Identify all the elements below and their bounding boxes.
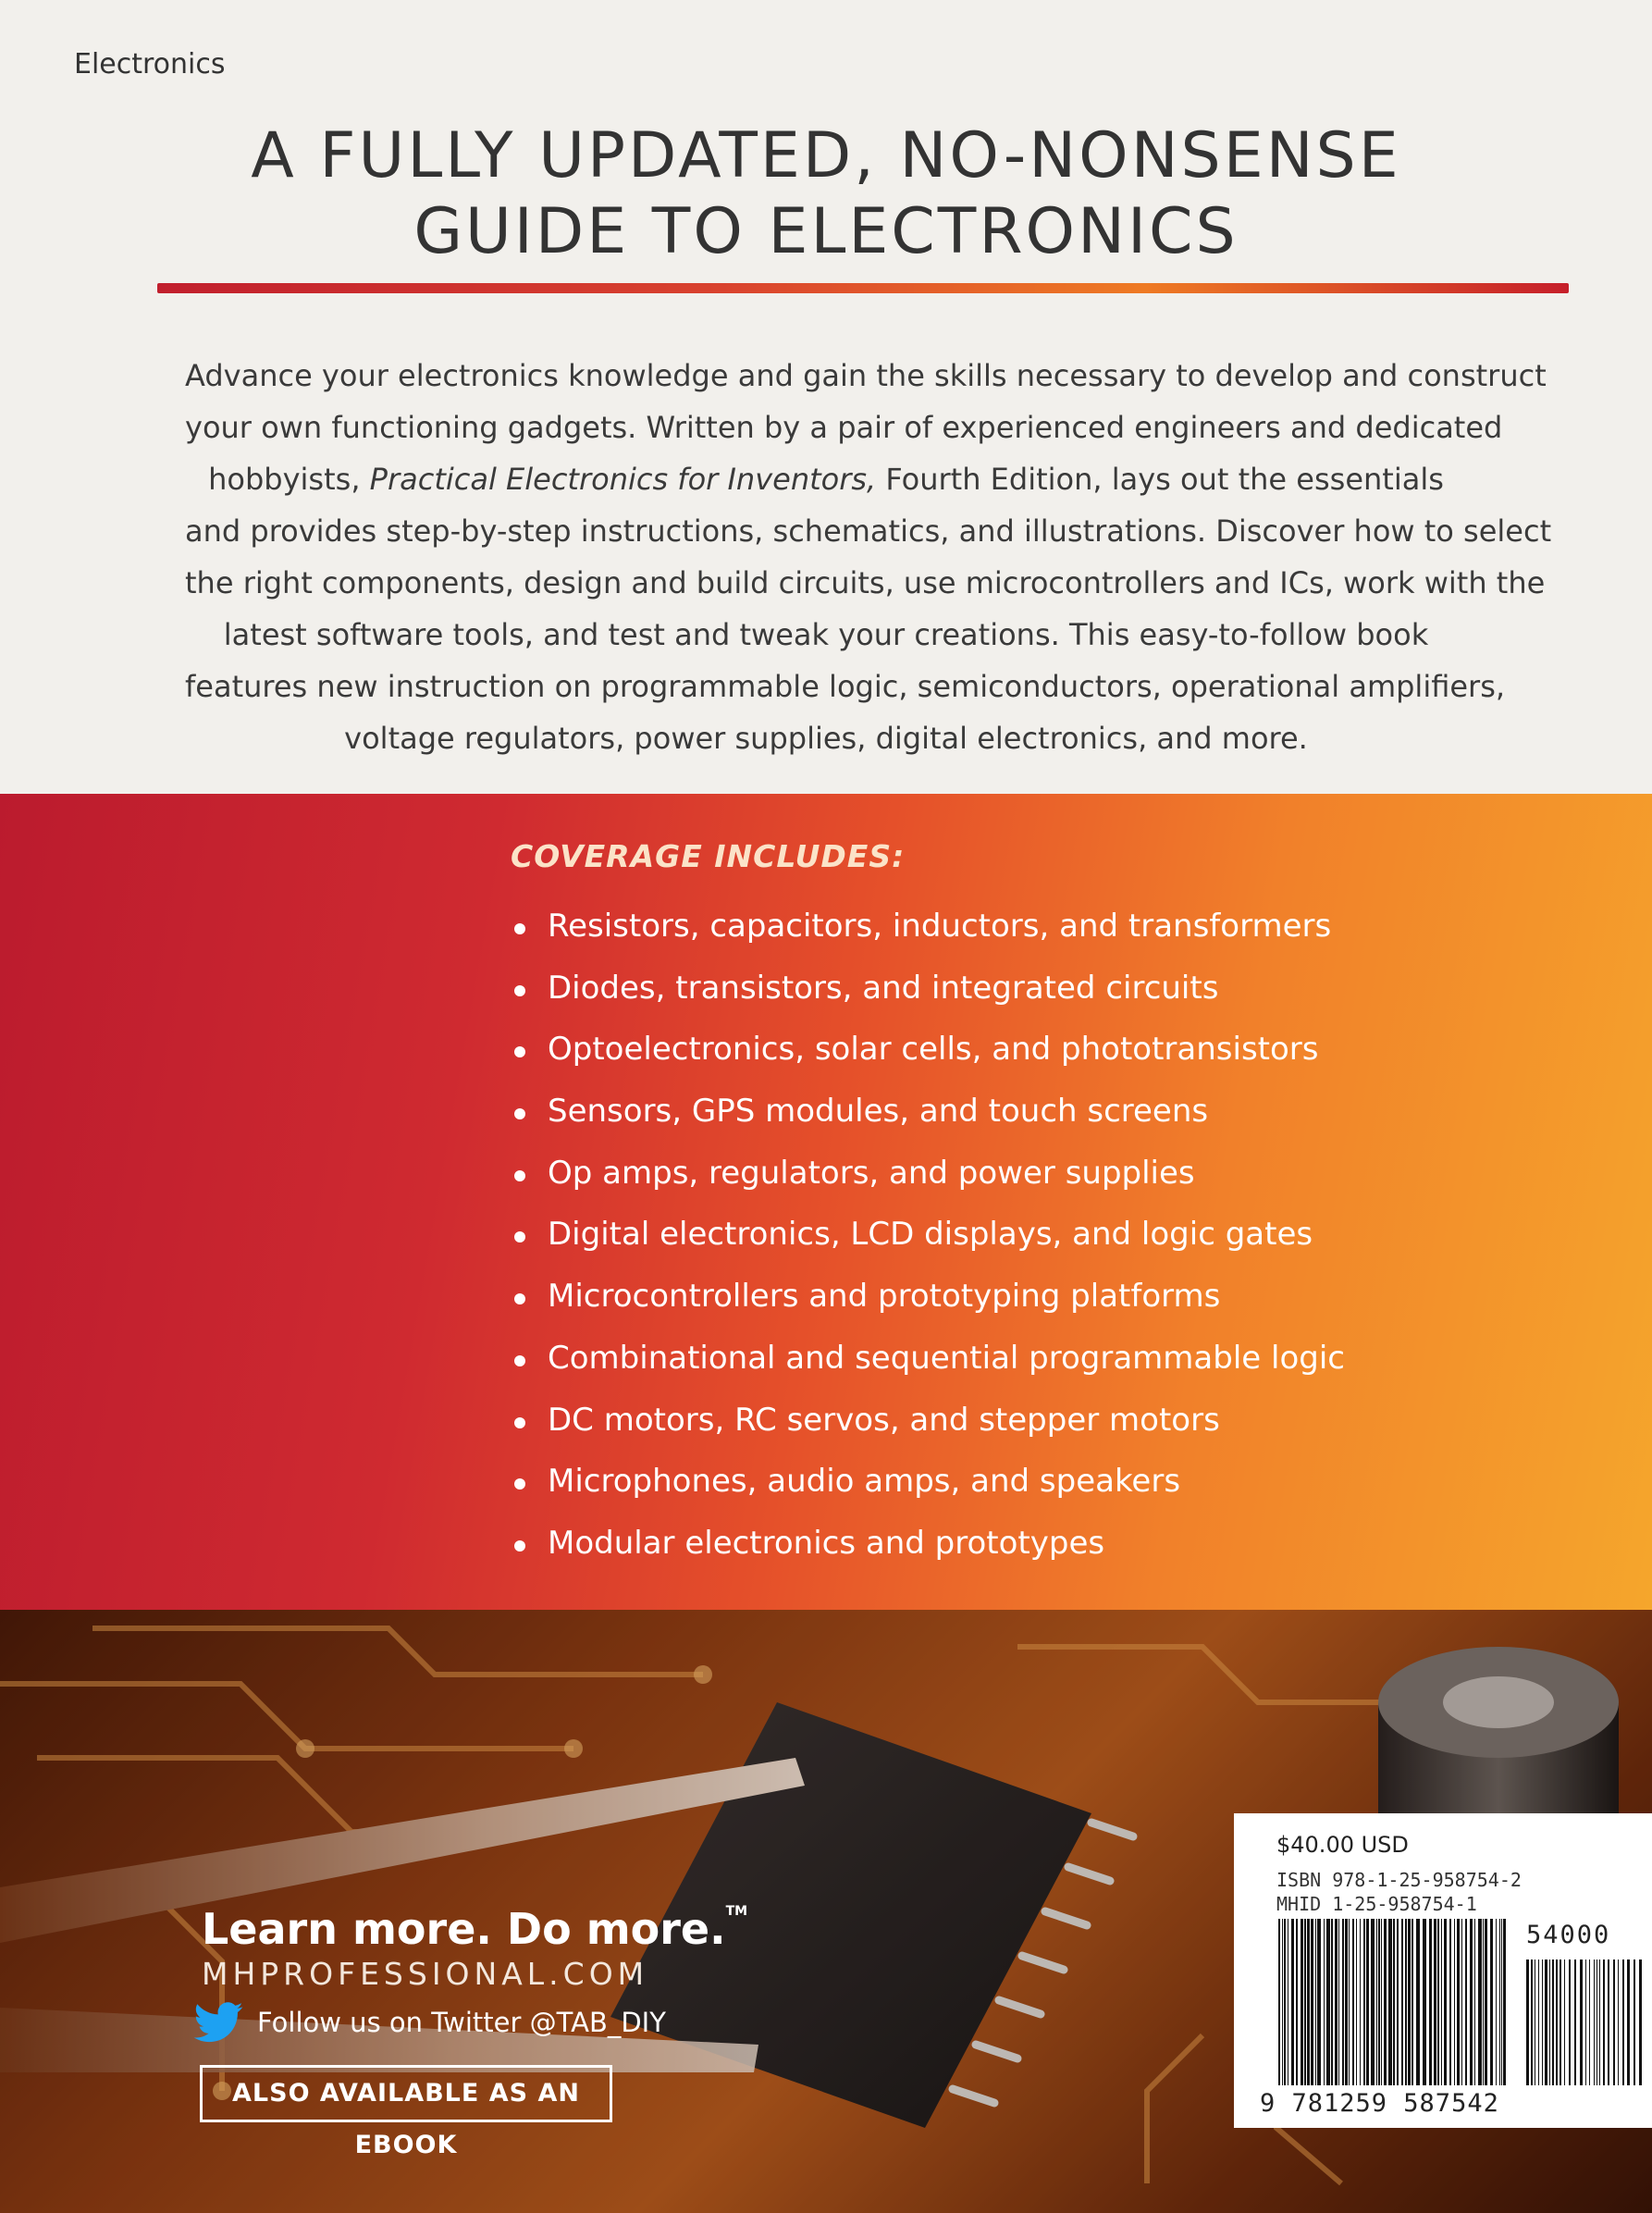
- coverage-title: COVERAGE INCLUDES:: [511, 838, 906, 874]
- barcode-bar: [1338, 1919, 1339, 2085]
- coverage-item: [511, 1513, 1345, 1575]
- coverage-item-text: Diodes, transistors, and integrated circuits: [548, 969, 1219, 1007]
- barcode-addon-bar: [1538, 1960, 1539, 2085]
- category-label: Electronics: [74, 48, 226, 80]
- addon-code: 54000: [1526, 1921, 1611, 1949]
- coverage-item: [511, 896, 1345, 958]
- barcode-bar: [1449, 1919, 1451, 2085]
- coverage-item: [511, 1143, 1345, 1205]
- barcode-bar: [1457, 1919, 1460, 2085]
- barcode-addon-bar: [1634, 1960, 1635, 2085]
- barcode-bar: [1307, 1919, 1310, 2085]
- headline-line-2: GUIDE TO ELECTRONICS: [413, 195, 1239, 268]
- price: $40.00 USD: [1276, 1832, 1409, 1858]
- barcode-addon-bar: [1603, 1960, 1605, 2085]
- learn-more-tagline: [202, 1904, 747, 1954]
- barcode-bar: [1378, 1919, 1380, 2085]
- barcode-addon-bar: [1545, 1960, 1547, 2085]
- coverage-item: [511, 1081, 1345, 1143]
- barcode-bar: [1408, 1919, 1411, 2085]
- barcode-bar: [1434, 1919, 1436, 2085]
- barcode-addon-bar: [1580, 1960, 1583, 2085]
- barcode-addon-bar: [1549, 1960, 1550, 2085]
- barcode-bar: [1363, 1919, 1365, 2085]
- coverage-item-text: Microcontrollers and prototyping platforms: [548, 1278, 1221, 1316]
- coverage-item: [511, 1390, 1345, 1452]
- description-line: and provides step-by-step instructions, schematics, and illustrations. Discover how to select: [185, 513, 1552, 549]
- barcode-bar: [1326, 1919, 1330, 2085]
- bullet-icon: [514, 1417, 525, 1428]
- barcode-addon-bar: [1594, 1960, 1595, 2085]
- barcode-addon-bar: [1556, 1960, 1558, 2085]
- barcode-bar: [1352, 1919, 1354, 2085]
- coverage-item: [511, 1204, 1345, 1266]
- headline-line-1: A FULLY UPDATED, NO-NONSENSE: [251, 119, 1401, 192]
- barcode-addon-bar: [1613, 1960, 1615, 2085]
- barcode-bar: [1388, 1919, 1392, 2085]
- twitter-text: Follow us on Twitter @TAB_DIY: [257, 2007, 666, 2038]
- barcode-addon-bar: [1599, 1960, 1600, 2085]
- coverage-list: [511, 896, 1345, 1575]
- headline: [0, 118, 1652, 270]
- barcode-bar: [1470, 1919, 1473, 2085]
- barcode-addon-bar: [1574, 1960, 1576, 2085]
- description-line: features new instruction on programmable logic, semiconductors, operational amplifiers,: [185, 669, 1506, 704]
- barcode-bar: [1501, 1919, 1502, 2085]
- description-text: hobbyists,: [208, 462, 370, 497]
- bullet-icon: [514, 1540, 525, 1552]
- barcode-bar: [1496, 1919, 1497, 2085]
- barcode-bar: [1335, 1919, 1338, 2085]
- bullet-icon: [514, 1170, 525, 1181]
- barcode-addon-bar: [1608, 1960, 1609, 2085]
- barcode-bar: [1490, 1919, 1493, 2085]
- barcode-bar: [1441, 1919, 1442, 2085]
- barcode-bar: [1371, 1919, 1375, 2085]
- barcode-bar: [1454, 1919, 1455, 2085]
- barcode-bar: [1465, 1919, 1467, 2085]
- barcode-bar: [1423, 1919, 1426, 2085]
- isbn: ISBN 978-1-25-958754-2: [1276, 1869, 1522, 1891]
- barcode-addon-bar: [1560, 1960, 1561, 2085]
- barcode-bar: [1401, 1919, 1403, 2085]
- barcode-bar: [1499, 1919, 1500, 2085]
- bullet-icon: [514, 923, 525, 934]
- barcode-bar: [1324, 1919, 1325, 2085]
- barcode-addon-bar: [1589, 1960, 1590, 2085]
- barcode-bar: [1503, 1919, 1506, 2085]
- barcode-addon-bar: [1564, 1960, 1565, 2085]
- barcode-bar: [1331, 1919, 1333, 2085]
- coverage-item: [511, 958, 1345, 1020]
- barcode-addon-bar: [1531, 1960, 1533, 2085]
- coverage-item-text: Combinational and sequential programmable logic: [548, 1339, 1345, 1377]
- barcode-bar: [1349, 1919, 1350, 2085]
- barcode-bar: [1397, 1919, 1399, 2085]
- barcode-bar: [1376, 1919, 1377, 2085]
- barcode-bar: [1284, 1919, 1286, 2085]
- bullet-icon: [514, 1108, 525, 1119]
- barcode-bar: [1405, 1919, 1407, 2085]
- barcode-bar: [1345, 1919, 1348, 2085]
- barcode-digits: 9 781259 587542: [1260, 2089, 1499, 2118]
- barcode-addon-bar: [1585, 1960, 1586, 2085]
- twitter-bird-icon: [192, 2002, 244, 2043]
- coverage-item-text: Modular electronics and prototypes: [548, 1524, 1105, 1562]
- barcode-addon-bar: [1542, 1960, 1543, 2085]
- coverage-panel: [0, 794, 1652, 1610]
- bullet-icon: [514, 1478, 525, 1490]
- coverage-item-text: Microphones, audio amps, and speakers: [548, 1463, 1181, 1501]
- barcode-bar: [1278, 1919, 1280, 2085]
- barcode-bar: [1317, 1919, 1321, 2085]
- barcode-bar: [1429, 1919, 1432, 2085]
- barcode-bar: [1291, 1919, 1294, 2085]
- barcode-addon-bar: [1627, 1960, 1630, 2085]
- bullet-icon: [514, 985, 525, 996]
- ebook-badge: ALSO AVAILABLE AS AN EBOOK: [200, 2065, 612, 2122]
- twitter-follow[interactable]: [192, 1998, 666, 2046]
- description-line: voltage regulators, power supplies, digital electronics, and more.: [344, 721, 1308, 756]
- coverage-item-text: Sensors, GPS modules, and touch screens: [548, 1093, 1209, 1131]
- bullet-icon: [514, 1046, 525, 1057]
- barcode-bar: [1461, 1919, 1462, 2085]
- barcode-bar: [1412, 1919, 1413, 2085]
- barcode-bar: [1483, 1919, 1484, 2085]
- barcode-bar: [1384, 1919, 1387, 2085]
- barcode-bar: [1474, 1919, 1475, 2085]
- coverage-item: [511, 1451, 1345, 1513]
- coverage-item-text: Op amps, regulators, and power supplies: [548, 1154, 1195, 1192]
- barcode-bar: [1296, 1919, 1298, 2085]
- coverage-item: [511, 1266, 1345, 1328]
- bullet-icon: [514, 1355, 525, 1366]
- barcode-addon-bar: [1569, 1960, 1571, 2085]
- barcode-bar: [1478, 1919, 1482, 2085]
- description-line: latest software tools, and test and tweak your creations. This easy-to-follow book: [223, 617, 1429, 652]
- website-link[interactable]: MHPROFESSIONAL.COM: [202, 1956, 649, 1992]
- description-line: Advance your electronics knowledge and gain the skills necessary to develop and construct: [185, 358, 1547, 393]
- barcode-bar: [1437, 1919, 1439, 2085]
- barcode-addon-bar: [1622, 1960, 1624, 2085]
- barcode-bar: [1311, 1919, 1313, 2085]
- headline-rule: [157, 283, 1569, 293]
- barcode-bar: [1301, 1919, 1303, 2085]
- trademark-mark: TM: [725, 1904, 748, 1919]
- barcode-bar: [1315, 1919, 1316, 2085]
- barcode-bar: [1360, 1919, 1361, 2085]
- barcode-addon-bar: [1552, 1960, 1554, 2085]
- coverage-item-text: Resistors, capacitors, inductors, and transformers: [548, 908, 1332, 945]
- price-barcode-box: [1234, 1813, 1652, 2128]
- description-line: [185, 453, 1467, 505]
- barcode-bar: [1393, 1919, 1395, 2085]
- barcode-bar: [1381, 1919, 1382, 2085]
- barcode-addon-bar: [1526, 1960, 1529, 2085]
- barcode-bar: [1304, 1919, 1306, 2085]
- book-title: Practical Electronics for Inventors,: [369, 462, 877, 497]
- barcode-bar: [1366, 1919, 1369, 2085]
- tagline-text: Learn more. Do more.: [202, 1904, 726, 1954]
- barcode-bar: [1485, 1919, 1487, 2085]
- barcode-bar: [1282, 1919, 1283, 2085]
- barcode-bar: [1356, 1919, 1357, 2085]
- bullet-icon: [514, 1293, 525, 1304]
- barcode-bar: [1444, 1919, 1447, 2085]
- coverage-item: [511, 1328, 1345, 1390]
- barcode-bar: [1416, 1919, 1420, 2085]
- coverage-item-text: Optoelectronics, solar cells, and phototransistors: [548, 1031, 1319, 1069]
- coverage-item-text: Digital electronics, LCD displays, and logic gates: [548, 1216, 1313, 1254]
- barcode-addon-bar: [1639, 1960, 1642, 2085]
- coverage-item-text: DC motors, RC servos, and stepper motors: [548, 1401, 1220, 1439]
- description-text: Fourth Edition, lays out the essentials: [876, 462, 1444, 497]
- description: [185, 350, 1552, 764]
- barcode-addon-bar: [1618, 1960, 1619, 2085]
- barcode-bar: [1342, 1919, 1344, 2085]
- mhid: MHID 1-25-958754-1: [1276, 1893, 1477, 1915]
- description-line: the right components, design and build circuits, use microcontrollers and ICs, work with the: [185, 565, 1546, 600]
- coverage-item: [511, 1019, 1345, 1081]
- bullet-icon: [514, 1231, 525, 1242]
- description-line: your own functioning gadgets. Written by a pair of experienced engineers and dedicated: [185, 410, 1503, 445]
